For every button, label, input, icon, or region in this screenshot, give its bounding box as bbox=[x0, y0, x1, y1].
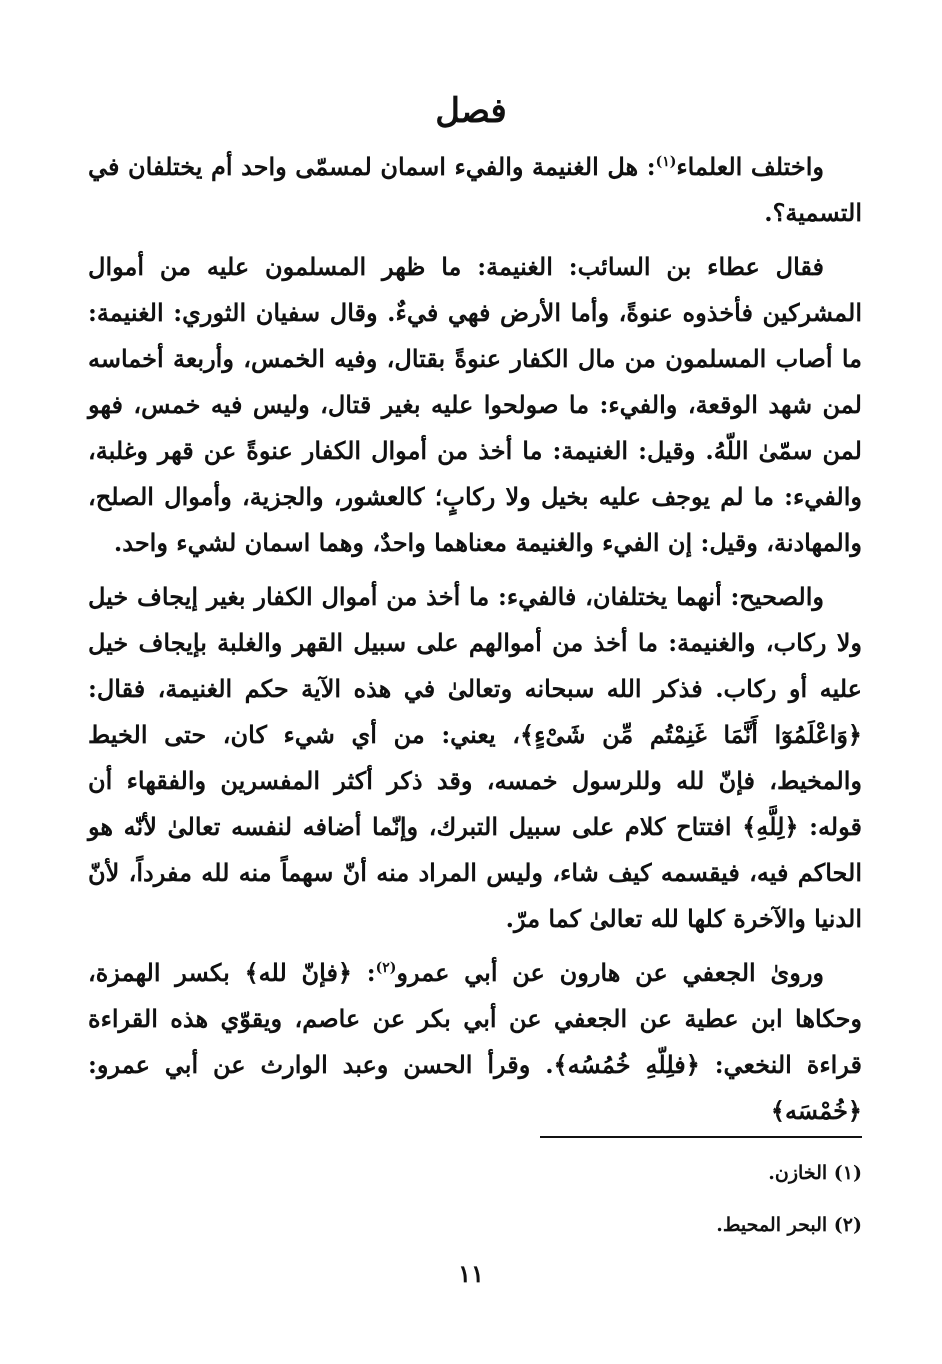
paragraph-2-text: فقال عطاء بن السائب: الغنيمة: ما ظهر المسلمون عليه من أموال المشركين فأخذوه عنوةً، وأما الأرض فهي فيءٌ. وقال سفيان الثوري: الغنيمة: ما أصاب المسلمون من مال الكفار عنوةً بقتال، وفيه الخمس، وأربعة أخماسه لمن شهد الوقعة، والفيء: ما صولحوا عليه بغير قتال، وليس فيه خمس، فهو لمن سمّىٰ اللّهُ. وقيل: الغنيمة: ما أخذ من أموال الكفار عنوةً عن قهر وغلبة، والفيء: ما لم يوجف عليه بخيل ولا ركابٍ؛ كالعشور، والجزية، وأموال الصلح، والمهادنة، وقيل: إن الفيء والغنيمة معناهما واحدٌ، وهما اسمان لشيء واحد. bbox=[88, 252, 862, 557]
footnote-2-number: (٢) bbox=[833, 1214, 862, 1236]
paragraph-4 bbox=[88, 950, 862, 1134]
paragraph-4-text-a: وروىٰ الجعفي عن هارون عن أبي عمرو bbox=[396, 958, 824, 987]
footnote-1-number: (١) bbox=[833, 1162, 862, 1184]
footnote-ref-2: (٢) bbox=[375, 960, 397, 976]
paragraph-1 bbox=[88, 144, 862, 236]
footnotes bbox=[88, 1150, 862, 1254]
paragraph-3 bbox=[88, 574, 862, 942]
footnote-2 bbox=[88, 1202, 862, 1248]
body-text bbox=[88, 144, 862, 1142]
footnote-divider bbox=[540, 1136, 862, 1138]
paragraph-4-text-b: : ﴿فإنّ لله﴾ بكسر الهمزة، وحكاها ابن عطية عن الجعفي عن أبي بكر عن عاصم، ويقوّي هذه القراءة قراءة النخعي: ﴿فلِلّهِ خُمُسُه﴾. وقرأ الحسن وعبد الوارث عن أبي عمرو: ﴿خُمْسَه﴾ bbox=[88, 958, 862, 1125]
paragraph-3-text: والصحيح: أنهما يختلفان، فالفيء: ما أخذ من أموال الكفار بغير إيجاف خيل ولا ركاب، والغنيمة: ما أخذ من أموالهم على سبيل القهر والغلبة بإيجاف خيل عليه أو ركاب. فذكر الله سبحانه وتعالىٰ في هذه الآية حكم الغنيمة، فقال: ﴿وَاعْلَمُوٓا أَنَّمَا غَنِمْتُم مِّن شَىْءٍ﴾، يعني: من أي شيء كان، حتى الخيط والمخيط، فإنّ لله وللرسول خمسه، وقد ذكر أكثر المفسرين والفقهاء أن قوله: ﴿لِلَّهِ﴾ افتتاح كلام على سبيل التبرك، وإنّما أضافه لنفسه تعالىٰ لأنّه هو الحاكم فيه، فيقسمه كيف شاء، وليس المراد منه أنّ سهماً منه لله مفرداً، لأنّ الدنيا والآخرة كلها لله تعالىٰ كما مرّ. bbox=[88, 582, 862, 933]
paragraph-2 bbox=[88, 244, 862, 566]
footnote-ref-1: (١) bbox=[655, 154, 677, 170]
section-heading: فصل bbox=[435, 91, 507, 131]
page-number: ١١ bbox=[458, 1259, 484, 1288]
paragraph-1-text-a: واختلف العلماء bbox=[676, 152, 824, 181]
paragraph-1-text-b: : هل الغنيمة والفيء اسمان لمسمّى واحد أم يختلفان في التسمية؟. bbox=[88, 152, 862, 227]
footnote-2-text: البحر المحيط. bbox=[716, 1214, 828, 1236]
footnote-1 bbox=[88, 1150, 862, 1196]
footnote-1-text: الخازن. bbox=[768, 1162, 828, 1184]
